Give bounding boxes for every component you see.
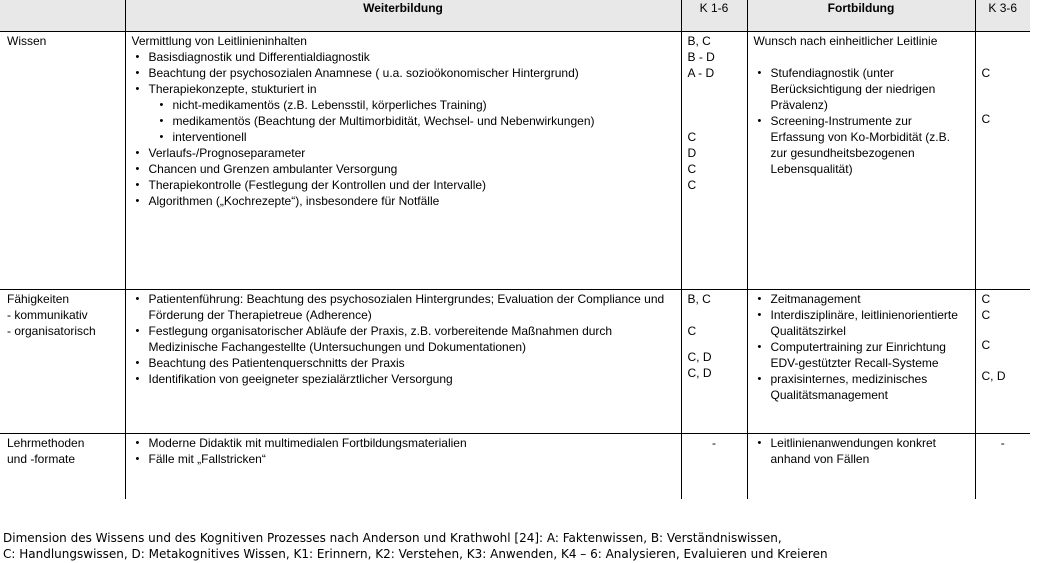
table-row-wissen [0, 32, 1030, 290]
k-value [688, 81, 741, 97]
k-value [688, 113, 741, 129]
faehigkeiten-k16-cell [681, 290, 747, 434]
wissen-fb-list [754, 65, 969, 177]
list-item: • Screening-Instrumente zur Erfassung von Ko-Morbidität (z.B. zur gesundheitsbezogenen Lebensqualität) [771, 113, 969, 177]
wissen-k36-cell [975, 32, 1030, 290]
list-item: • Fälle mit „Fallstricken“ [149, 451, 675, 467]
lehrmethoden-k16-cell: - [681, 434, 747, 500]
label-line: - kommunikativ [7, 308, 88, 322]
wissen-weiterbildung-cell [125, 32, 681, 290]
label-line: - organisatorisch [7, 324, 96, 338]
list-item: • interventionell [173, 129, 675, 145]
k-value: C, D [687, 350, 712, 364]
row-label-faehigkeiten [0, 290, 125, 434]
header-blank-cell [0, 0, 125, 32]
list-item: • nicht-medikamentös (z.B. Lebensstil, körperliches Training) [173, 97, 675, 113]
k-value [688, 307, 741, 323]
k-value: C [981, 66, 991, 80]
header-k16: K 1-6 [681, 0, 747, 32]
k-value: C, D [981, 369, 1006, 383]
list-item: • Therapiekonzepte, stukturiert in [149, 81, 675, 97]
list-item: • Therapiekontrolle (Festlegung der Kontrollen und der Intervalle) [149, 177, 675, 193]
wissen-wb-sublist [132, 97, 675, 145]
list-item: • Stufendiagnostik (unter Berücksichtigung der niedrigen Prävalenz) [771, 65, 969, 113]
k-value: B, C [687, 292, 711, 306]
list-item: • Chancen und Grenzen ambulanter Versorgung [149, 161, 675, 177]
wissen-wb-list [132, 49, 675, 97]
row-label-wissen: Wissen [0, 32, 125, 290]
list-item: • Zeitmanagement [771, 291, 969, 307]
header-weiterbildung: Weiterbildung [125, 0, 681, 32]
list-item: • Interdisziplinäre, leitlinienorientierte Qualitätszirkel [771, 307, 969, 339]
footnote-line-1: Dimension des Wissens und des Kognitiven Prozesses nach Anderson und Krathwohl [24]: A: Faktenwissen, B: Verständniswissen, [3, 531, 782, 545]
lehrmethoden-k36-cell: - [975, 434, 1030, 500]
k-value [982, 323, 1025, 337]
table-row-faehigkeiten [0, 290, 1030, 434]
list-item: • Beachtung der psychosozialen Anamnese ( u.a. sozioökonomischer Hintergrund) [149, 65, 675, 81]
k-value [982, 353, 1025, 368]
k-value: C [687, 324, 697, 338]
k-value [982, 95, 1025, 111]
k-value: C [687, 130, 697, 144]
list-item: • Festlegung organisatorischer Abläufe der Praxis, z.B. vorbereitende Maßnahmen durch Medizinische Fachangestellte (Untersuchungen und Dokumentationen) [149, 323, 675, 355]
table-header-row [0, 0, 1030, 32]
row-label-lehrmethoden [0, 434, 125, 500]
list-item: • Moderne Didaktik mit multimedialen Fortbildungsmaterialien [149, 435, 675, 451]
k-value: C [687, 162, 697, 176]
list-item: • Beachtung des Patientenquerschnitts der Praxis [149, 355, 675, 371]
list-item: • Computertraining zur Einrichtung EDV-gestützter Recall-Systeme [771, 339, 969, 371]
footnote-line-2: C: Handlungswissen, D: Metakognitives Wissen, K1: Erinnern, K2: Verstehen, K3: Anwenden, K4 – 6: Analysieren, Evaluieren und Kreieren [3, 547, 828, 561]
k-value: D [687, 146, 697, 160]
header-fortbildung: Fortbildung [747, 0, 975, 32]
wissen-fb-intro: Wunsch nach einheitlicher Leitlinie [753, 34, 938, 48]
k-value: B - D [687, 50, 715, 64]
list-item: • Identifikation von geeigneter spezialärztlicher Versorgung [149, 371, 675, 387]
footnote [3, 530, 828, 562]
k-value: C [981, 308, 991, 322]
k-value: C [687, 178, 697, 192]
header-k36: K 3-6 [975, 0, 1030, 32]
k-value [982, 33, 1025, 49]
label-line: und -formate [7, 452, 76, 466]
faehigkeiten-weiterbildung-cell [125, 290, 681, 434]
k-value: C, D [687, 366, 712, 380]
wissen-fortbildung-cell [747, 32, 975, 290]
list-item: • Patientenführung: Beachtung des psychosozialen Hintergrundes; Evaluation der Compliance und Förderung der Therapietreue (Adherence) [149, 291, 675, 323]
lehrmethoden-fortbildung-cell [747, 434, 975, 500]
k-value: C [981, 338, 991, 352]
list-item: • medikamentös (Beachtung der Multimorbidität, Wechsel- und Nebenwirkungen) [173, 113, 675, 129]
faehigkeiten-fb-list [754, 291, 969, 403]
list-item: • Algorithmen („Kochrezepte“), insbesondere für Notfälle [149, 193, 675, 209]
label-line: Lehrmethoden [7, 436, 85, 450]
faehigkeiten-k36-cell [975, 290, 1030, 434]
k-value [982, 81, 1025, 95]
table-row-lehrmethoden [0, 434, 1030, 500]
k-value: A - D [687, 66, 715, 80]
label-line: Fähigkeiten [7, 292, 70, 306]
k-value: C [981, 292, 991, 306]
k-value: B, C [687, 34, 711, 48]
list-item: • Verlaufs-/Prognoseparameter [149, 145, 675, 161]
wissen-wb-intro: Vermittlung von Leitlinieninhalten [131, 34, 307, 48]
k-value [688, 97, 741, 113]
k-value [982, 49, 1025, 65]
lehrmethoden-fb-list [754, 435, 969, 467]
lehrmethoden-weiterbildung-cell [125, 434, 681, 500]
k-value [688, 339, 741, 349]
lehrmethoden-wb-list [132, 435, 675, 467]
list-item: • praxisinternes, medizinisches Qualitätsmanagement [771, 371, 969, 403]
list-item: • Leitlinienanwendungen konkret anhand von Fällen [771, 435, 969, 467]
list-item: • Basisdiagnostik und Differentialdiagnostik [149, 49, 675, 65]
wissen-wb-list-2 [132, 145, 675, 209]
k-value: C [981, 112, 991, 126]
wissen-k16-cell [681, 32, 747, 290]
faehigkeiten-fortbildung-cell [747, 290, 975, 434]
faehigkeiten-wb-list [132, 291, 675, 387]
